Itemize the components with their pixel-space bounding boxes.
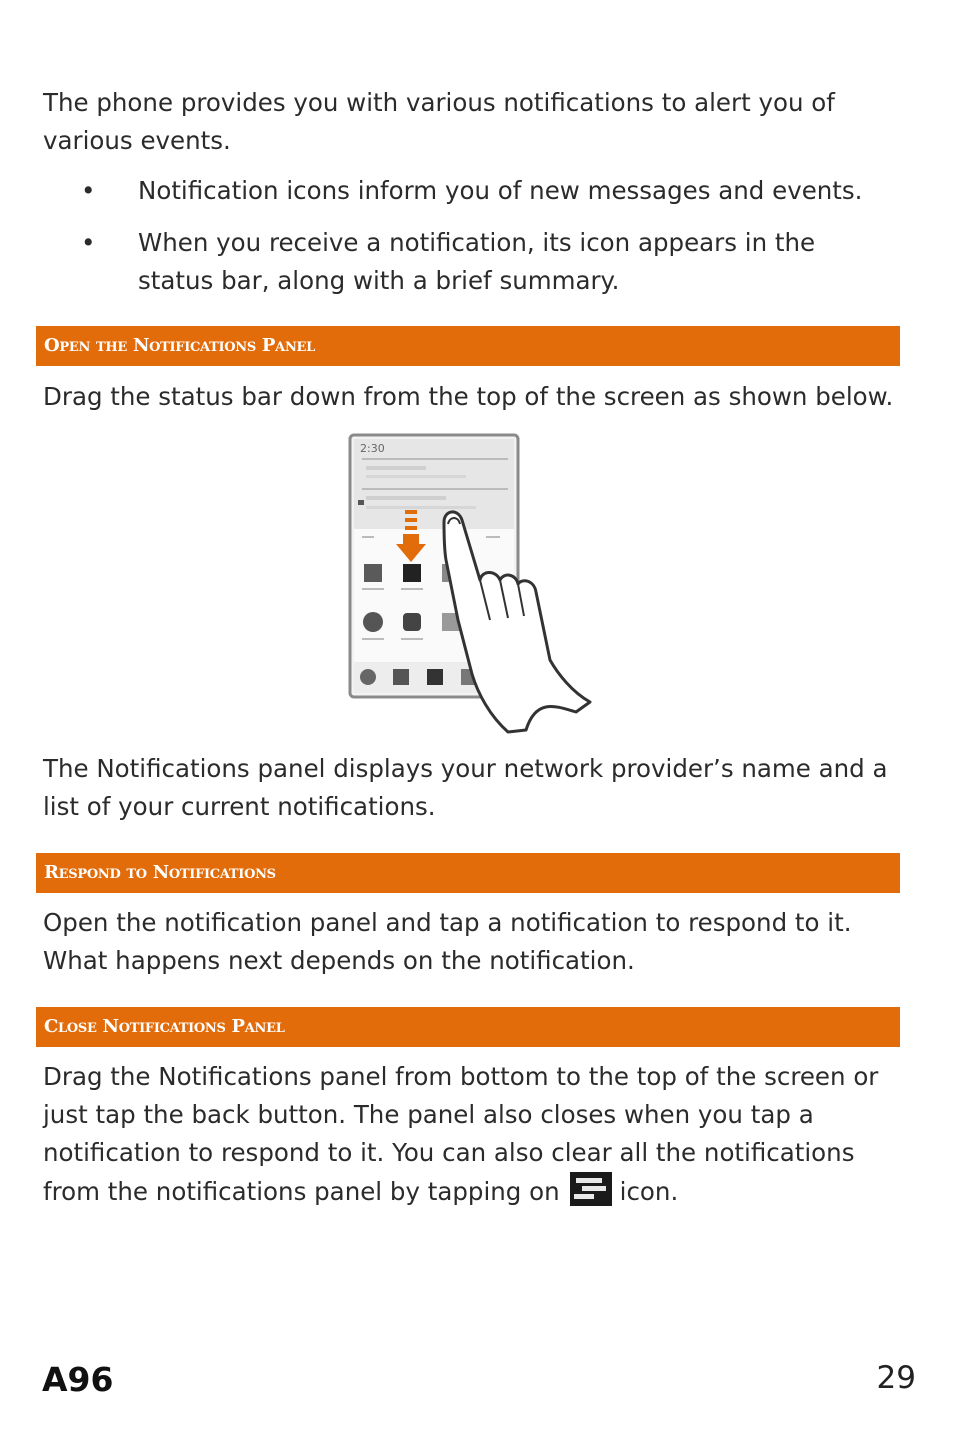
footer-model: A96: [42, 1360, 114, 1399]
bullet-dot: •: [81, 228, 96, 257]
section-body-open-panel: Drag the status bar down from the top of the screen as shown below.: [43, 382, 894, 411]
intro-paragraph: The phone provides you with various notifications to alert you of various events.: [43, 88, 835, 155]
app-icon: [403, 564, 421, 582]
notification-drag-illustration: [340, 430, 602, 735]
clear-notifications-icon: [570, 1172, 612, 1206]
section-heading-respond: Respond to Notifications: [36, 853, 900, 893]
phone-hand-illustration: [340, 430, 602, 735]
app-icon: [363, 612, 383, 632]
app-icon: [403, 613, 421, 631]
app-icon: [364, 564, 382, 582]
close-panel-text-end: icon.: [619, 1177, 679, 1206]
bullet-dot: •: [81, 176, 96, 205]
section-body-respond: Open the notification panel and tap a notification to respond to it. What happens next depends on the notification.: [43, 908, 852, 975]
close-panel-text: Drag the Notifications panel from bottom to the top of the screen or just tap the back button. The panel also closes when you tap a notification to respond to it. You can also clear all the notifications from the notifications panel by tapping on: [43, 1062, 879, 1206]
section-heading-close-panel: Close Notifications Panel: [36, 1007, 900, 1047]
section-body-close-panel: [43, 1058, 903, 1211]
status-time: 2:30: [360, 442, 385, 455]
page-number: 29: [876, 1360, 916, 1396]
panel-description: The Notifications panel displays your network provider’s name and a list of your current notifications.: [43, 754, 888, 821]
section-heading-open-panel: Open the Notifications Panel: [36, 326, 900, 366]
bullet-text: When you receive a notification, its icon appears in the status bar, along with a brief summary.: [138, 228, 816, 295]
bullet-text: Notification icons inform you of new messages and events.: [138, 176, 863, 205]
